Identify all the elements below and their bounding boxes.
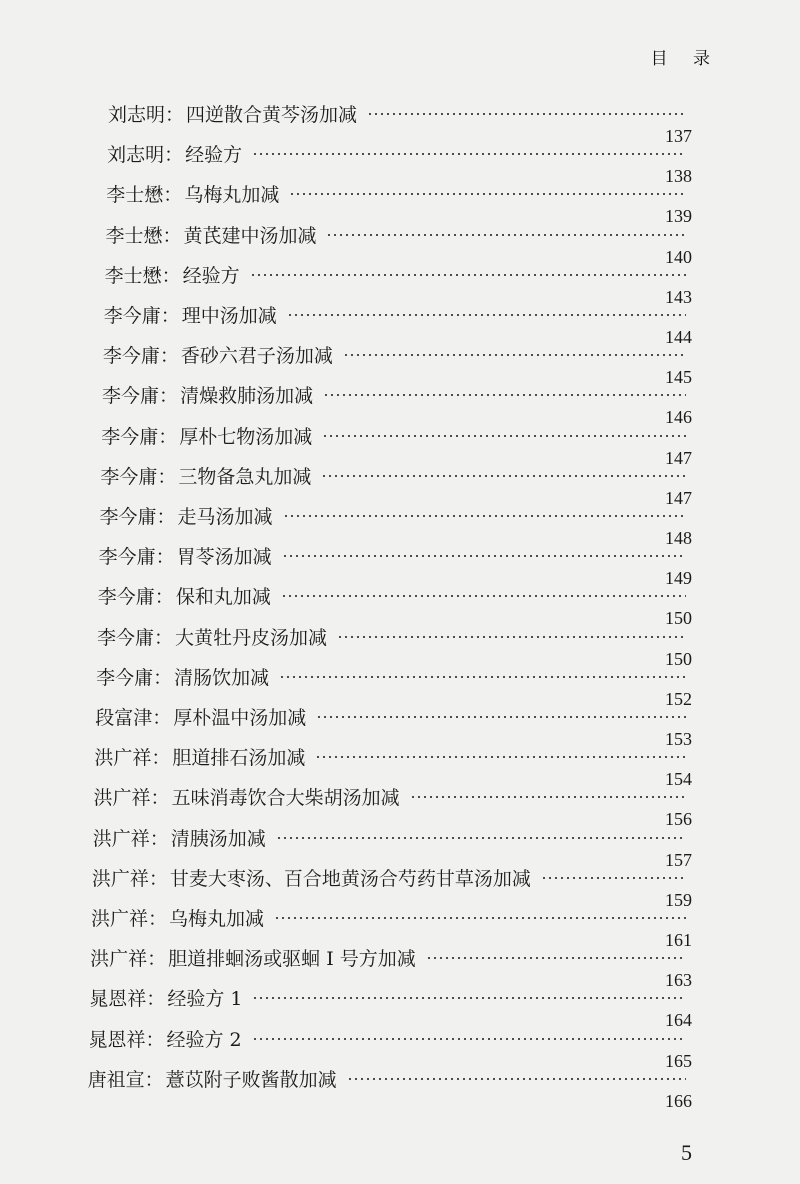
dot-leader <box>326 234 686 236</box>
toc-title: 甘麦大枣汤、百合地黄汤合芍药甘草汤加减 <box>169 867 531 890</box>
toc-title: 四逆散合黄芩汤加减 <box>186 104 358 126</box>
toc-author: 李今庸： <box>101 425 178 448</box>
toc-entry[interactable] <box>0 944 800 991</box>
toc-entry[interactable] <box>0 824 800 870</box>
toc-entry[interactable] <box>0 743 800 790</box>
dot-leader <box>323 394 686 396</box>
toc-page-number: 145 <box>665 367 692 388</box>
toc-entry[interactable] <box>0 904 800 950</box>
toc-author: 洪广祥： <box>93 787 170 810</box>
toc-page-number: 146 <box>665 407 692 428</box>
toc-title: 胆道排蛔汤或驱蛔 I 号方加减 <box>168 948 416 971</box>
page-number: 5 <box>681 1140 692 1165</box>
toc-page-number: 161 <box>665 930 692 950</box>
toc-entry[interactable] <box>0 703 800 749</box>
dot-leader <box>250 274 686 276</box>
toc-entry[interactable] <box>0 221 800 267</box>
toc-entry[interactable] <box>0 180 800 227</box>
dot-leader <box>343 354 686 356</box>
toc-title: 清肠饮加减 <box>174 666 270 689</box>
toc-page-number: 147 <box>665 447 692 468</box>
toc-entry[interactable] <box>0 341 800 388</box>
toc-entry[interactable] <box>0 100 800 146</box>
toc-entry[interactable] <box>0 261 800 307</box>
toc-title: 理中汤加减 <box>181 305 277 327</box>
dot-leader <box>287 314 686 316</box>
toc-title: 厚朴温中汤加减 <box>173 707 307 729</box>
toc-title: 三物备急丸加减 <box>178 465 312 488</box>
toc-page-number: 140 <box>665 246 692 267</box>
toc-author: 李士懋： <box>104 264 181 287</box>
toc-page-number: 149 <box>665 568 692 589</box>
toc-author: 李士懋： <box>106 184 183 207</box>
toc-author: 李今庸： <box>102 345 179 368</box>
dot-leader <box>367 113 686 115</box>
dot-leader <box>279 676 686 678</box>
dot-leader <box>315 756 686 758</box>
toc-page-number: 164 <box>665 1010 692 1031</box>
toc-entry[interactable] <box>0 783 800 830</box>
toc-page-number: 148 <box>665 528 692 548</box>
toc-title: 厚朴七物汤加减 <box>179 425 313 448</box>
toc-title: 清胰汤加减 <box>170 827 266 850</box>
dot-leader <box>289 193 686 195</box>
dot-leader <box>252 153 686 155</box>
dot-leader <box>316 716 686 718</box>
toc-page-number: 156 <box>665 809 692 830</box>
dot-leader <box>321 475 686 477</box>
toc-entry[interactable] <box>0 1025 800 1071</box>
toc-entry[interactable] <box>0 502 800 548</box>
toc-author: 李今庸： <box>99 506 176 528</box>
toc-author: 李今庸： <box>97 586 174 609</box>
toc-page-number: 153 <box>665 729 692 749</box>
dot-leader <box>281 595 686 597</box>
toc-page-number: 163 <box>665 970 692 991</box>
toc-title: 薏苡附子败酱散加减 <box>165 1068 337 1091</box>
toc-entry[interactable] <box>0 623 800 669</box>
toc-author: 李今庸： <box>102 385 179 408</box>
toc-title: 黄芪建中汤加减 <box>183 224 317 247</box>
dot-leader <box>337 636 686 638</box>
toc-title: 乌梅丸加减 <box>184 184 280 207</box>
dot-leader <box>426 957 686 959</box>
toc-author: 晁恩祥： <box>89 988 166 1011</box>
toc-title: 经验方 2 <box>166 1028 242 1051</box>
toc-author: 李今庸： <box>96 626 173 649</box>
toc-entry[interactable] <box>0 1065 800 1111</box>
toc-title: 清燥救肺汤加减 <box>180 385 314 408</box>
toc-title: 五味消毒饮合大柴胡汤加减 <box>171 787 400 810</box>
toc-entry[interactable] <box>0 462 800 508</box>
toc-author: 李今庸： <box>103 305 180 327</box>
toc-page-number: 139 <box>665 206 692 227</box>
toc-page-number: 137 <box>665 126 692 146</box>
toc-author: 刘志明： <box>108 104 185 126</box>
toc-title: 乌梅丸加减 <box>169 908 265 930</box>
toc-author: 段富津： <box>95 707 172 729</box>
toc-title: 胆道排石汤加减 <box>172 747 306 770</box>
toc-page-number: 165 <box>665 1050 692 1071</box>
toc-page-number: 157 <box>665 849 692 870</box>
toc-page-number: 144 <box>665 327 692 347</box>
dot-leader <box>347 1078 686 1080</box>
dot-leader <box>252 1038 686 1040</box>
dot-leader <box>274 917 686 919</box>
toc-title: 走马汤加减 <box>177 506 273 528</box>
toc-page-number: 143 <box>665 286 692 307</box>
toc-title: 经验方 <box>185 144 243 167</box>
toc-entry[interactable] <box>0 542 800 589</box>
dot-leader <box>276 837 686 839</box>
toc-page-number: 147 <box>665 487 692 508</box>
toc-author: 李今庸： <box>96 666 173 689</box>
toc-title: 香砂六君子汤加减 <box>180 345 333 368</box>
toc-title: 经验方 1 <box>167 988 243 1011</box>
toc-entry[interactable] <box>0 422 800 468</box>
dot-leader <box>410 796 686 798</box>
toc-page-number: 150 <box>665 648 692 669</box>
toc-page-number: 159 <box>665 889 692 910</box>
toc-title: 经验方 <box>182 264 240 287</box>
toc-title: 保和丸加减 <box>175 586 271 609</box>
running-header: 目 录 <box>650 49 720 69</box>
toc-page-number: 152 <box>665 688 692 709</box>
dot-leader <box>282 555 686 557</box>
toc-entry[interactable] <box>0 864 800 910</box>
dot-leader <box>541 877 686 879</box>
toc-author: 洪广祥： <box>94 747 171 770</box>
toc-author: 洪广祥： <box>91 867 168 890</box>
toc-title: 胃苓汤加减 <box>176 546 272 569</box>
toc-author: 李士懋： <box>105 224 182 247</box>
toc-entry[interactable] <box>0 301 800 347</box>
dot-leader <box>283 515 686 517</box>
toc-page-number: 150 <box>665 608 692 629</box>
toc-author: 晁恩祥： <box>88 1028 165 1051</box>
toc-author: 洪广祥： <box>91 908 168 930</box>
toc-author: 李今庸： <box>100 465 177 488</box>
dot-leader <box>322 435 686 437</box>
toc-entry[interactable] <box>0 984 800 1031</box>
toc-entry[interactable] <box>0 381 800 428</box>
toc-author: 洪广祥： <box>92 827 169 850</box>
toc-author: 刘志明： <box>107 144 184 167</box>
toc-page-number: 138 <box>665 166 692 187</box>
toc-title: 大黄牡丹皮汤加减 <box>174 626 327 649</box>
toc-author: 洪广祥： <box>90 948 167 971</box>
dot-leader <box>252 997 686 999</box>
toc-page-number: 154 <box>665 769 692 790</box>
toc-entry[interactable] <box>0 140 800 187</box>
toc-page-number: 166 <box>665 1090 692 1111</box>
toc-entry[interactable] <box>0 663 800 709</box>
toc-author: 唐祖宣： <box>87 1068 164 1091</box>
toc-entry[interactable] <box>0 582 800 629</box>
toc-author: 李今庸： <box>98 546 175 569</box>
